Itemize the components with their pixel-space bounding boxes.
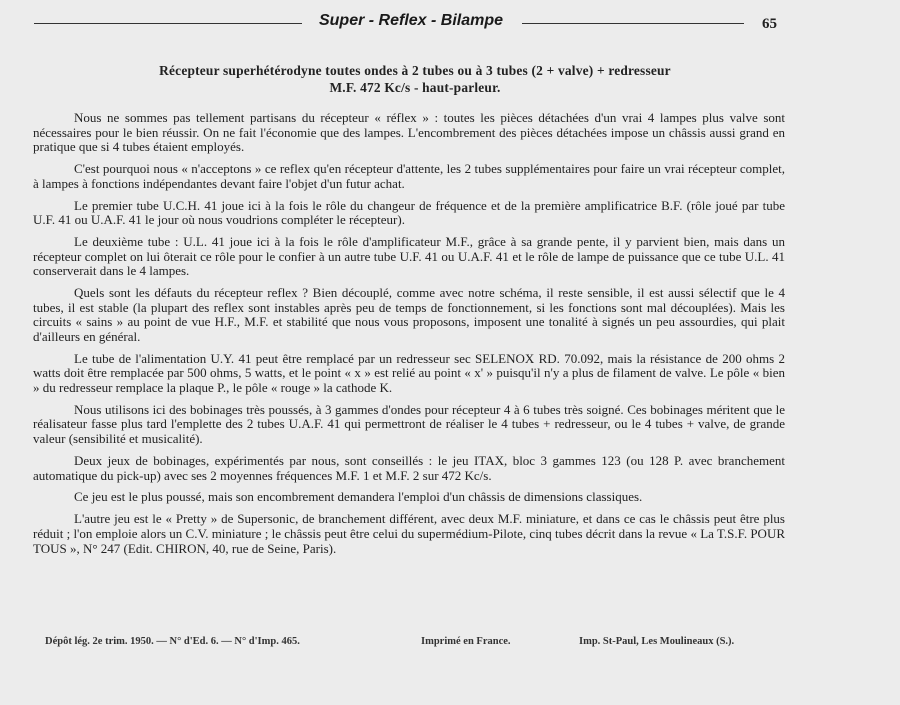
page-number: 65 — [762, 16, 777, 32]
article-title-line-2: M.F. 472 Kc/s - haut-parleur. — [329, 80, 501, 95]
running-title: Super - Reflex - Bilampe — [318, 12, 504, 29]
paragraph: Le premier tube U.C.H. 41 joue ici à la fois le rôle du changeur de fréquence et de la première amplificatrice B.F. (rôle joué par tube U.F. 41 ou U.A.F. 41 le jour où nous voudrions compléter le récepteur). — [33, 197, 785, 228]
article-body — [33, 111, 785, 563]
paragraph: L'autre jeu est le « Pretty » de Supersonic, de branchement différent, avec deux M.F. miniature, et dans ce cas le châssis peut être plus réduit ; l'on emploie alors un C.V. miniature ; le châssis peut être celui du supermédium-Pilote, cinq tubes décrit dans la revue « La T.S.F. POUR TOUS », N° 247 (Edit. CHIRON, 40, rue de Seine, Paris). — [33, 511, 785, 556]
paragraph: Deux jeux de bobinages, expérimentés par nous, sont conseillés : le jeu ITAX, bloc 3 gammes 123 (ou 128 P. avec branchement automatique du pick-up) avec ses 2 moyennes fréquences M.F. 1 et M.F. 2 sur 472 Kc/s. — [33, 452, 785, 483]
footer-legal: Dépôt lég. 2e trim. 1950. — N° d'Ed. 6. — N° d'Imp. 465. — [45, 636, 300, 647]
paragraph: Le tube de l'alimentation U.Y. 41 peut être remplacé par un redresseur sec SELENOX RD. 70.092, mais la résistance de 200 ohms 2 watts doit être remplacée par 500 ohms, 5 watts, et le point « x » est relié au point « x' » puisqu'il n'y a plus de filament de valve. Le pôle « bien » du redresseur remplace la plaque P., le pôle « rouge » la cathode K. — [33, 350, 785, 395]
paragraph: Le deuxième tube : U.L. 41 joue ici à la fois le rôle d'amplificateur M.F., grâce à sa grande pente, il y parvient bien, mais dans un récepteur complet on lui ôterait ce rôle pour le confier à un autre tube U.F. 41 ou U.A.F. 41 et le rôle de lampe de puissance que ce tube U.L. 41 conserverait dans le 4 lampes. — [33, 234, 785, 279]
paragraph: Nous utilisons ici des bobinages très poussés, à 3 gammes d'ondes pour récepteur 4 à 6 tubes très soigné. Ces bobinages méritent que le réalisateur fasse plus tard l'emplette des 2 tubes U.A.F. 41 qui permettront de réaliser le 4 tubes + redresseur, ou le 4 tubes + valve, de grande valeur (sensibilité et musicalité). — [33, 401, 785, 447]
footer-printed-in: Imprimé en France. — [421, 636, 511, 647]
paragraph: Nous ne sommes pas tellement partisans du récepteur « réflex » : toutes les pièces détachées d'un vrai 4 lampes plus valve sont nécessaires pour le bien réussir. On ne fait l'économie que des lampes. L'encombrement des pièces détachées impose un châssis aussi grand en pratique que si 4 tubes étaient employés. — [33, 110, 785, 155]
header-rule-left — [34, 23, 302, 24]
paragraph: Quels sont les défauts du récepteur reflex ? Bien découplé, comme avec notre schéma, il reste sensible, il est aussi sélectif que le 4 tubes, il est stable (la plupart des reflex sont instables après peu de temps de fonctionnement, si les fonctions sont mal découplées). Mais les circuits « sains » au point de vue H.F., M.F. et stabilité que nous vous proposons, imposent une tonalité à signés un peu assourdies, qui plait d'ailleurs en général. — [33, 285, 785, 344]
article-title-line-1: Récepteur superhétérodyne toutes ondes à 2 tubes ou à 3 tubes (2 + valve) + redresseur — [159, 63, 671, 78]
footer-printer: Imp. St-Paul, Les Moulineaux (S.). — [579, 636, 735, 647]
paragraph: Ce jeu est le plus poussé, mais son encombrement demandera l'emploi d'un châssis de dimensions classiques. — [74, 489, 643, 505]
article-title — [60, 62, 770, 96]
paragraph: C'est pourquoi nous « n'acceptons » ce reflex qu'en récepteur d'attente, les 2 tubes supplémentaires pour faire un vrai récepteur complet, à lampes à fonctions indépendantes devant faire l'objet d'un futur achat. — [33, 161, 785, 191]
header-rule-right — [522, 23, 744, 24]
